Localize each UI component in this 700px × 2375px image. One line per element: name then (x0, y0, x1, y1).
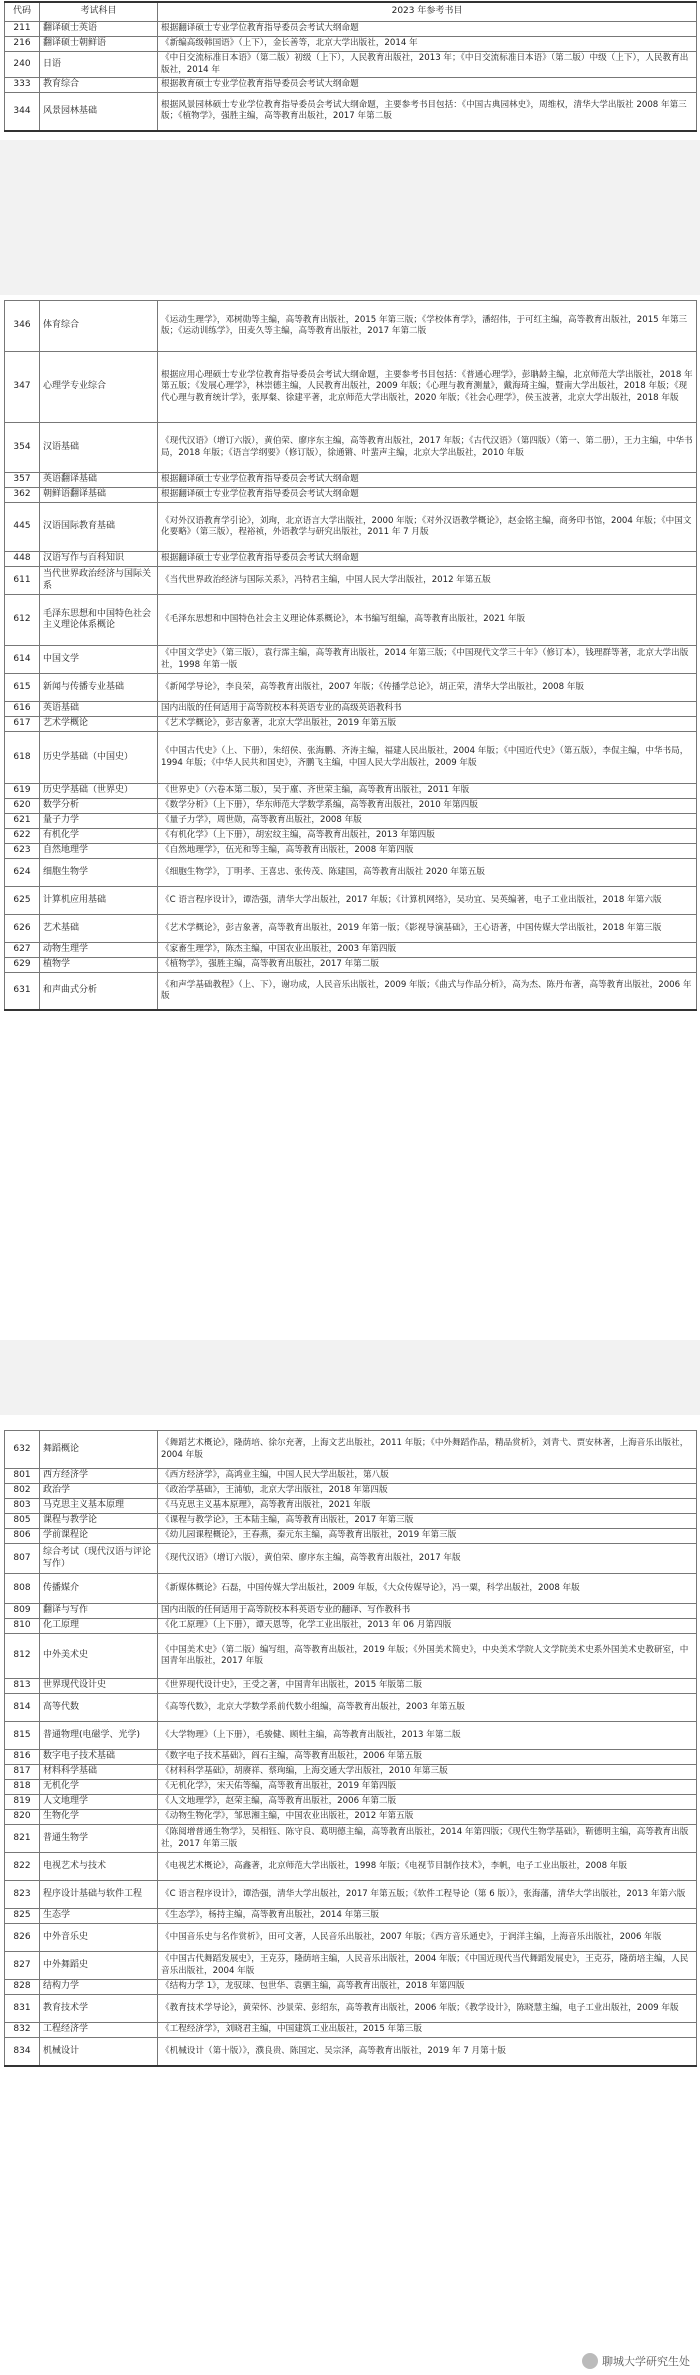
table-row (5, 1810, 697, 1825)
books-cell: 根据教育硕士专业学位教育指导委员会考试大纲命题 (158, 78, 697, 93)
books-cell: 《植物学》，强胜主编，高等教育出版社，2017 年第二版 (158, 958, 697, 973)
subject-cell: 风景园林基础 (40, 93, 158, 131)
subject-cell: 体育综合 (40, 301, 158, 352)
code-cell: 810 (5, 1619, 40, 1634)
subject-cell: 历史学基础（中国史） (40, 732, 158, 784)
books-cell: 《新编高级韩国语》（上下），金长善等，北京大学出版社，2014 年 (158, 37, 697, 52)
table-page-3 (0, 1420, 700, 2375)
book-table-3 (4, 1430, 697, 2067)
table-row (5, 595, 697, 646)
books-cell: 《艺术学概论》，彭吉象著，北京大学出版社，2019 年第五版 (158, 717, 697, 732)
subject-cell: 西方经济学 (40, 1469, 158, 1484)
subject-cell: 汉语写作与百科知识 (40, 552, 158, 567)
header-code: 代码 (5, 2, 40, 22)
code-cell: 808 (5, 1574, 40, 1604)
books-cell: 《毛泽东思想和中国特色社会主义理论体系概论》，本书编写组编，高等教育出版社，2021 年版 (158, 595, 697, 646)
subject-cell: 数学分析 (40, 799, 158, 814)
books-cell: 《机械设计（第十版）》，濮良贵、陈国定、吴宗泽，高等教育出版社，2019 年 7 月第十版 (158, 2038, 697, 2066)
books-cell: 《大学物理》（上下册），毛骏健、顾牡主编，高等教育出版社，2013 年第二版 (158, 1722, 697, 1750)
table-row (5, 2023, 697, 2038)
table-row (5, 1924, 697, 1952)
code-cell: 827 (5, 1952, 40, 1980)
books-cell: 《中日交流标准日本语》（第二版）初级（上下），人民教育出版社，2013 年；《中日交流标准日本语》（第二版）中级（上下），人民教育出版社，2014 年 (158, 52, 697, 78)
subject-cell: 政治学 (40, 1484, 158, 1499)
table-row (5, 473, 697, 488)
books-cell: 根据翻译硕士专业学位教育指导委员会考试大纲命题 (158, 488, 697, 503)
table-row (5, 567, 697, 595)
books-cell: 《中国美术史》（第二版）编写组，高等教育出版社，2019 年版；《外国美术简史》，中央美术学院人文学院美术史系外国美术史教研室，中国青年出版社，2017 年版 (158, 1634, 697, 1679)
subject-cell: 英语基础 (40, 702, 158, 717)
subject-cell: 课程与教学论 (40, 1514, 158, 1529)
code-cell: 211 (5, 22, 40, 37)
table-row (5, 1634, 697, 1679)
books-cell: 《和声学基础教程》（上、下），谢功成，人民音乐出版社，2009 年版；《曲式与作品分析》，高为杰、陈丹布著，高等教育出版社，2006 年版 (158, 973, 697, 1010)
table-row (5, 958, 697, 973)
subject-cell: 材料科学基础 (40, 1765, 158, 1780)
watermark-text: 聊城大学研究生处 (602, 2355, 690, 2368)
code-cell: 802 (5, 1484, 40, 1499)
table-row (5, 1795, 697, 1810)
books-cell: 国内出版的任何适用于高等院校本科英语专业的翻译、写作教科书 (158, 1604, 697, 1619)
code-cell: 815 (5, 1722, 40, 1750)
books-cell: 《当代世界政治经济与国际关系》，冯特君主编，中国人民大学出版社，2012 年第五版 (158, 567, 697, 595)
subject-cell: 普通生物学 (40, 1825, 158, 1853)
books-cell: 《马克思主义基本原理》，高等教育出版社，2021 年版 (158, 1499, 697, 1514)
books-cell: 《政治学基础》，王浦劬，北京大学出版社，2018 年第四版 (158, 1484, 697, 1499)
table-row (5, 674, 697, 702)
table-row (5, 799, 697, 814)
page-gap (0, 1340, 700, 1415)
code-cell: 627 (5, 943, 40, 958)
subject-cell: 教育技术学 (40, 1995, 158, 2023)
subject-cell: 翻译与写作 (40, 1604, 158, 1619)
books-cell: 《艺术学概论》，彭吉象著，高等教育出版社，2019 年第一版；《影视导演基础》，王心语著，中国传媒大学出版社，2018 年第三版 (158, 915, 697, 943)
table-row (5, 784, 697, 799)
table-row (5, 552, 697, 567)
table-row (5, 1765, 697, 1780)
table-row (5, 1853, 697, 1881)
code-cell: 807 (5, 1544, 40, 1574)
code-cell: 333 (5, 78, 40, 93)
books-cell: 《中国文学史》（第三版），袁行霈主编，高等教育出版社，2014 年第三版；《中国现代文学三十年》（修订本），钱理群等著，北京大学出版社，1998 年第一版 (158, 646, 697, 674)
books-cell: 《舞蹈艺术概论》，隆荫培、徐尔充著，上海文艺出版社，2011 年版；《中外舞蹈作品，精品赏析》，刘青弋、贾安林著，上海音乐出版社，2004 年版 (158, 1431, 697, 1469)
code-cell: 822 (5, 1853, 40, 1881)
table-row (5, 1952, 697, 1980)
table-row (5, 1499, 697, 1514)
table-row (5, 1980, 697, 1995)
code-cell: 618 (5, 732, 40, 784)
book-table-2 (4, 300, 697, 1011)
table-row (5, 1995, 697, 2023)
table-row (5, 352, 697, 423)
subject-cell: 英语翻译基础 (40, 473, 158, 488)
code-cell: 346 (5, 301, 40, 352)
code-cell: 805 (5, 1514, 40, 1529)
books-cell: 《陈阅增普通生物学》，吴相钰、陈守良、葛明德主编，高等教育出版社，2014 年第四版；《现代生物学基础》，靳德明主编，高等教育出版社，2017 年第三版 (158, 1825, 697, 1853)
subject-cell: 数字电子技术基础 (40, 1750, 158, 1765)
books-cell: 《有机化学》（上下册），胡宏纹主编，高等教育出版社，2013 年第四版 (158, 829, 697, 844)
table-row (5, 1574, 697, 1604)
subject-cell: 中外美术史 (40, 1634, 158, 1679)
books-cell: 《化工原理》（上下册），谭天恩等，化学工业出版社，2013 年 06 月第四版 (158, 1619, 697, 1634)
subject-cell: 工程经济学 (40, 2023, 158, 2038)
code-cell: 620 (5, 799, 40, 814)
code-cell: 448 (5, 552, 40, 567)
subject-cell: 艺术学概论 (40, 717, 158, 732)
table-row (5, 717, 697, 732)
subject-cell: 马克思主义基本原理 (40, 1499, 158, 1514)
table-row (5, 859, 697, 887)
books-cell: 根据翻译硕士专业学位教育指导委员会考试大纲命题 (158, 552, 697, 567)
books-cell: 《自然地理学》，伍光和等主编，高等教育出版社，2008 年第四版 (158, 844, 697, 859)
table-row (5, 646, 697, 674)
table-row (5, 887, 697, 915)
table-row (5, 1619, 697, 1634)
books-cell: 《工程经济学》，刘晓君主编，中国建筑工业出版社，2015 年第三版 (158, 2023, 697, 2038)
code-cell: 216 (5, 37, 40, 52)
subject-cell: 量子力学 (40, 814, 158, 829)
subject-cell: 日语 (40, 52, 158, 78)
subject-cell: 中国文学 (40, 646, 158, 674)
subject-cell: 传播媒介 (40, 1574, 158, 1604)
subject-cell: 生物化学 (40, 1810, 158, 1825)
watermark (582, 2353, 690, 2369)
subject-cell: 综合考试（现代汉语与评论写作） (40, 1544, 158, 1574)
code-cell: 801 (5, 1469, 40, 1484)
page-gap (0, 140, 700, 295)
code-cell: 631 (5, 973, 40, 1010)
table-row (5, 1529, 697, 1544)
code-cell: 354 (5, 423, 40, 473)
subject-cell: 学前课程论 (40, 1529, 158, 1544)
code-cell: 828 (5, 1980, 40, 1995)
code-cell: 818 (5, 1780, 40, 1795)
books-cell: 《数学分析》（上下册），华东师范大学数学系编，高等教育出版社，2010 年第四版 (158, 799, 697, 814)
books-cell: 《新闻学导论》，李良荣，高等教育出版社，2007 年版；《传播学总论》，胡正荣，清华大学出版社，2008 年版 (158, 674, 697, 702)
books-cell: 《西方经济学》，高鸿业主编，中国人民大学出版社，第八版 (158, 1469, 697, 1484)
table-row (5, 423, 697, 473)
table-row (5, 1780, 697, 1795)
code-cell: 612 (5, 595, 40, 646)
subject-cell: 机械设计 (40, 2038, 158, 2066)
code-cell: 819 (5, 1795, 40, 1810)
books-cell: 根据翻译硕士专业学位教育指导委员会考试大纲命题 (158, 22, 697, 37)
books-cell: 《中国古代舞蹈发展史》，王克芬，隆荫培主编，人民音乐出版社，2004 年版；《中国近现代当代舞蹈发展史》，王克芬，隆荫培主编，人民音乐出版社，2004 年版 (158, 1952, 697, 1980)
table-row (5, 1722, 697, 1750)
subject-cell: 教育综合 (40, 78, 158, 93)
code-cell: 834 (5, 2038, 40, 2066)
table-row (5, 732, 697, 784)
books-cell: 《现代汉语》（增订六版），黄伯荣、廖序东主编，高等教育出版社，2017 年版；《古代汉语》（第四版）（第一、第二册），王力主编，中华书局，2018 年版；《语言学纲要》（修订版），徐通锵、叶蜚声主编，北京大学出版社，2010 年版 (158, 423, 697, 473)
books-cell: 《现代汉语》（增订六版），黄伯荣、廖序东主编，高等教育出版社，2017 年版 (158, 1544, 697, 1574)
subject-cell: 汉语国际教育基础 (40, 503, 158, 552)
books-cell: 《新媒体概论》石磊，中国传媒大学出版社，2009 年版，《大众传媒导论》，冯一粟，科学出版社，2008 年版 (158, 1574, 697, 1604)
code-cell: 362 (5, 488, 40, 503)
subject-cell: 程序设计基础与软件工程 (40, 1881, 158, 1909)
code-cell: 344 (5, 93, 40, 131)
code-cell: 816 (5, 1750, 40, 1765)
code-cell: 611 (5, 567, 40, 595)
books-cell: 《课程与教学论》，王本陆主编，高等教育出版社，2017 年第三版 (158, 1514, 697, 1529)
books-cell: 《中国音乐史与名作赏析》，田可文著，人民音乐出版社，2007 年版；《西方音乐通史》，于润洋主编，上海音乐出版社，2006 年版 (158, 1924, 697, 1952)
code-cell: 803 (5, 1499, 40, 1514)
table-row (5, 1469, 697, 1484)
books-cell: 《C 语言程序设计》，谭浩强，清华大学出版社，2017 年版；《计算机网络》，吴功宜、吴英编著，电子工业出版社，2018 年第六版 (158, 887, 697, 915)
table-row (5, 1431, 697, 1469)
subject-cell: 新闻与传播专业基础 (40, 674, 158, 702)
table-row (5, 488, 697, 503)
code-cell: 357 (5, 473, 40, 488)
books-cell: 《幼儿园课程概论》，王春燕，秦元东主编，高等教育出版社，2019 年第三版 (158, 1529, 697, 1544)
subject-cell: 世界现代设计史 (40, 1679, 158, 1694)
table-row (5, 1750, 697, 1765)
table-row (5, 1484, 697, 1499)
code-cell: 347 (5, 352, 40, 423)
subject-cell: 无机化学 (40, 1780, 158, 1795)
code-cell: 831 (5, 1995, 40, 2023)
subject-cell: 计算机应用基础 (40, 887, 158, 915)
table-row (5, 503, 697, 552)
subject-cell: 电视艺术与技术 (40, 1853, 158, 1881)
subject-cell: 和声曲式分析 (40, 973, 158, 1010)
code-cell: 809 (5, 1604, 40, 1619)
subject-cell: 细胞生物学 (40, 859, 158, 887)
code-cell: 622 (5, 829, 40, 844)
books-cell: 《量子力学》，周世勋，高等教育出版社，2008 年版 (158, 814, 697, 829)
table-row (5, 844, 697, 859)
table-page-2 (0, 300, 700, 1340)
subject-cell: 毛泽东思想和中国特色社会主义理论体系概论 (40, 595, 158, 646)
code-cell: 817 (5, 1765, 40, 1780)
subject-cell: 心理学专业综合 (40, 352, 158, 423)
code-cell: 240 (5, 52, 40, 78)
subject-cell: 翻译硕士英语 (40, 22, 158, 37)
books-cell: 根据翻译硕士专业学位教育指导委员会考试大纲命题 (158, 473, 697, 488)
table-row (5, 301, 697, 352)
table-row (5, 1544, 697, 1574)
subject-cell: 中外音乐史 (40, 1924, 158, 1952)
subject-cell: 动物生理学 (40, 943, 158, 958)
subject-cell: 高等代数 (40, 1694, 158, 1722)
table-row (5, 1514, 697, 1529)
books-cell: 《高等代数》，北京大学数学系前代数小组编，高等教育出版社，2003 年第五版 (158, 1694, 697, 1722)
code-cell: 617 (5, 717, 40, 732)
table-row (5, 78, 697, 93)
books-cell: 《电视艺术概论》，高鑫著，北京师范大学出版社，1998 年版；《电视节目制作技术》，李帆，电子工业出版社，2008 年版 (158, 1853, 697, 1881)
code-cell: 623 (5, 844, 40, 859)
code-cell: 814 (5, 1694, 40, 1722)
table-row (5, 702, 697, 717)
table-row (5, 1694, 697, 1722)
subject-cell: 结构力学 (40, 1980, 158, 1995)
subject-cell: 有机化学 (40, 829, 158, 844)
code-cell: 813 (5, 1679, 40, 1694)
table-row (5, 973, 697, 1010)
book-table-1 (4, 1, 697, 132)
code-cell: 445 (5, 503, 40, 552)
books-cell: 《细胞生物学》，丁明孝、王喜忠、张传茂、陈建国，高等教育出版社 2020 年第五版 (158, 859, 697, 887)
books-cell: 《对外汉语教育学引论》，刘珣，北京语言大学出版社，2000 年版；《对外汉语教学概论》，赵金铭主编，商务印书馆，2004 年版；《中国文化要略》（第三版），程裕祯，外语教学与研究出版社，2011 年 7 月版 (158, 503, 697, 552)
books-cell: 《数字电子技术基础》，阎石主编，高等教育出版社，2006 年第五版 (158, 1750, 697, 1765)
subject-cell: 生态学 (40, 1909, 158, 1924)
table-page-1 (0, 0, 700, 138)
code-cell: 821 (5, 1825, 40, 1853)
table-row (5, 1909, 697, 1924)
subject-cell: 植物学 (40, 958, 158, 973)
table-row (5, 1825, 697, 1853)
books-cell: 《人文地理学》，赵荣主编，高等教育出版社，2006 年第二版 (158, 1795, 697, 1810)
table-row (5, 93, 697, 131)
code-cell: 619 (5, 784, 40, 799)
books-cell: 《中国古代史》（上、下册），朱绍侯、张海鹏、齐涛主编，福建人民出版社，2004 年版；《中国近代史》（第五版），李侃主编，中华书局，1994 年版；《中华人民共和国史》，齐鹏飞主编，中国人民大学出版社，2009 年版 (158, 732, 697, 784)
code-cell: 826 (5, 1924, 40, 1952)
table-row (5, 943, 697, 958)
code-cell: 624 (5, 859, 40, 887)
books-cell: 根据风景园林硕士专业学位教育指导委员会考试大纲命题，主要参考书目包括：《中国古典园林史》，周维权，清华大学出版社 2008 年第三版；《植物学》，强胜主编，高等教育出版社，2017 年第二版 (158, 93, 697, 131)
subject-cell: 化工原理 (40, 1619, 158, 1634)
subject-cell: 中外舞蹈史 (40, 1952, 158, 1980)
table-row (5, 829, 697, 844)
books-cell: 《生态学》，杨持主编，高等教育出版社，2014 年第三版 (158, 1909, 697, 1924)
table-row (5, 37, 697, 52)
table-row (5, 52, 697, 78)
code-cell: 626 (5, 915, 40, 943)
code-cell: 820 (5, 1810, 40, 1825)
table-row (5, 814, 697, 829)
code-cell: 629 (5, 958, 40, 973)
books-cell: 《C 语言程序设计》，谭浩强，清华大学出版社，2017 年第五版；《软件工程导论（第 6 版）》，张海藩，清华大学出版社，2013 年第六版 (158, 1881, 697, 1909)
table-row (5, 2038, 697, 2066)
books-cell: 根据应用心理硕士专业学位教育指导委员会考试大纲命题，主要参考书目包括：《普通心理学》，彭聃龄主编，北京师范大学出版社，2018 年第五版；《发展心理学》，林崇德主编，人民教育出版社，2009 年版；《心理与教育测量》，戴海琦主编，暨南大学出版社，2018 年版；《现代心理与教育统计学》，张厚粲、徐建平著，北京师范大学出版社，2020 年版；《社会心理学》，侯玉波著，北京大学出版社，2018 年版 (158, 352, 697, 423)
books-cell: 《结构力学 1》，龙驭球、包世华、袁驷主编，高等教育出版社，2018 年第四版 (158, 1980, 697, 1995)
code-cell: 621 (5, 814, 40, 829)
books-cell: 《材料科学基础》，胡赓祥、蔡珣编，上海交通大学出版社，2010 年第三版 (158, 1765, 697, 1780)
books-cell: 《无机化学》，宋天佑等编，高等教育出版社，2019 年第四版 (158, 1780, 697, 1795)
header-books: 2023 年参考书目 (158, 2, 697, 22)
code-cell: 812 (5, 1634, 40, 1679)
table-row (5, 1604, 697, 1619)
subject-cell: 汉语基础 (40, 423, 158, 473)
subject-cell: 朝鲜语翻译基础 (40, 488, 158, 503)
books-cell: 《世界史》（六卷本第二版），吴于廑、齐世荣主编，高等教育出版社，2011 年版 (158, 784, 697, 799)
code-cell: 614 (5, 646, 40, 674)
subject-cell: 自然地理学 (40, 844, 158, 859)
code-cell: 616 (5, 702, 40, 717)
wechat-logo-icon (582, 2353, 598, 2369)
code-cell: 625 (5, 887, 40, 915)
table-row (5, 22, 697, 37)
code-cell: 825 (5, 1909, 40, 1924)
code-cell: 806 (5, 1529, 40, 1544)
subject-cell: 人文地理学 (40, 1795, 158, 1810)
books-cell: 《运动生理学》，邓树勋等主编，高等教育出版社，2015 年第三版；《学校体育学》，潘绍伟，于可红主编，高等教育出版社，2015 年第三版；《运动训练学》，田麦久等主编，高等教育出版社，2017 年第二版 (158, 301, 697, 352)
books-cell: 《家畜生理学》，陈杰主编，中国农业出版社，2003 年第四版 (158, 943, 697, 958)
books-cell: 《教育技术学导论》，黄荣怀、沙景荣、彭绍东，高等教育出版社，2006 年版；《教学设计》，陈晓慧主编，电子工业出版社，2009 年版 (158, 1995, 697, 2023)
subject-cell: 翻译硕士朝鲜语 (40, 37, 158, 52)
header-subject: 考试科目 (40, 2, 158, 22)
table-row (5, 915, 697, 943)
subject-cell: 舞蹈概论 (40, 1431, 158, 1469)
books-cell: 《世界现代设计史》，王受之著，中国青年出版社，2015 年版第二版 (158, 1679, 697, 1694)
books-cell: 《动物生物化学》，邹思湘主编，中国农业出版社，2012 年第五版 (158, 1810, 697, 1825)
code-cell: 823 (5, 1881, 40, 1909)
subject-cell: 艺术基础 (40, 915, 158, 943)
subject-cell: 历史学基础（世界史） (40, 784, 158, 799)
books-cell: 国内出版的任何适用于高等院校本科英语专业的高级英语教科书 (158, 702, 697, 717)
table-row (5, 1679, 697, 1694)
code-cell: 632 (5, 1431, 40, 1469)
code-cell: 832 (5, 2023, 40, 2038)
table-row (5, 1881, 697, 1909)
code-cell: 615 (5, 674, 40, 702)
subject-cell: 当代世界政治经济与国际关系 (40, 567, 158, 595)
subject-cell: 普通物理(电磁学、光学) (40, 1722, 158, 1750)
